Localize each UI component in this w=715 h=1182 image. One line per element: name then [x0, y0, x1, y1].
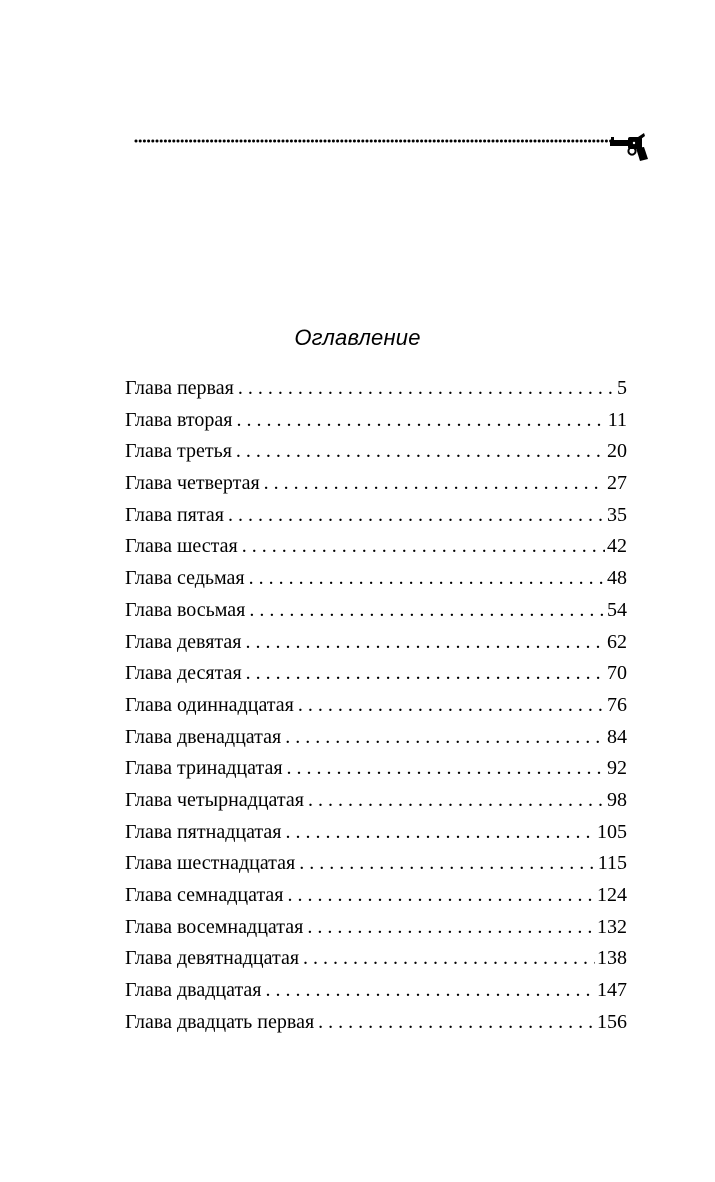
page-number: 11: [607, 408, 627, 431]
dot-leader: [298, 694, 605, 717]
dot-leader: [308, 789, 605, 812]
toc-entry: [125, 884, 627, 916]
chapter-title: Глава седьмая: [125, 567, 245, 590]
page-number: 98: [607, 788, 627, 811]
dot-leader: [288, 884, 595, 907]
chapter-title: Глава двадцать первая: [125, 1010, 315, 1033]
page-number: 124: [597, 884, 627, 906]
dot-leader: [286, 821, 596, 844]
toc-entry: [125, 599, 627, 631]
dotted-line: [135, 140, 613, 143]
table-of-contents: [125, 377, 627, 1042]
toc-entry: [125, 504, 627, 536]
dot-leader: [318, 1011, 595, 1034]
dot-leader: [246, 662, 605, 685]
dot-leader: [264, 472, 605, 495]
toc-entry: [125, 789, 627, 821]
toc-entry: [125, 567, 627, 599]
dot-leader: [249, 567, 605, 590]
dot-leader: [238, 377, 615, 400]
ornament-graphic: [118, 128, 658, 168]
dot-leader: [307, 916, 595, 939]
toc-entry: [125, 852, 627, 884]
dot-leader: [287, 757, 605, 780]
revolver-icon: [610, 133, 648, 161]
page-number: 115: [597, 852, 627, 875]
dot-leader: [303, 947, 595, 970]
toc-entry: [125, 757, 627, 789]
page-number: 35: [607, 503, 627, 526]
toc-entry: [125, 472, 627, 504]
chapter-title: Глава двенадцатая: [125, 725, 282, 748]
page-number: 105: [597, 820, 627, 843]
dot-leader: [242, 535, 605, 558]
chapter-title: Глава пятнадцатая: [125, 820, 282, 843]
chapter-title: Глава шестая: [125, 535, 238, 558]
chapter-title: Глава девятнадцатая: [125, 947, 300, 970]
dot-leader: [245, 631, 605, 654]
page-number: 138: [597, 947, 627, 970]
toc-entry: [125, 821, 627, 853]
page-number: 92: [607, 757, 627, 780]
dot-leader: [249, 599, 605, 622]
toc-entry: [125, 377, 627, 409]
dot-leader: [236, 409, 605, 432]
chapter-title: Глава девятая: [125, 630, 242, 653]
page-number: 54: [607, 598, 627, 621]
chapter-title: Глава семнадцатая: [125, 884, 284, 906]
chapter-title: Глава пятая: [125, 503, 224, 526]
dot-leader: [299, 852, 595, 875]
chapter-title: Глава вторая: [125, 408, 233, 431]
toc-entry: [125, 409, 627, 441]
chapter-title: Глава двадцатая: [125, 979, 262, 1002]
page-number: 147: [597, 979, 627, 1002]
page-number: 27: [607, 472, 627, 495]
toc-entry: [125, 916, 627, 948]
toc-entry: [125, 1011, 627, 1043]
page-number: 5: [617, 377, 627, 399]
chapter-title: Глава четвертая: [125, 472, 260, 495]
dot-leader: [285, 726, 605, 749]
dotted-line-ornament: [118, 128, 658, 168]
toc-entry: [125, 440, 627, 472]
dot-leader: [228, 504, 605, 527]
page-number: 156: [597, 1010, 627, 1033]
toc-entry: [125, 947, 627, 979]
chapter-title: Глава восьмая: [125, 598, 246, 621]
toc-entry: [125, 631, 627, 663]
page-number: 84: [607, 725, 627, 748]
page-number: 20: [607, 440, 627, 463]
toc-entry: [125, 535, 627, 567]
chapter-title: Глава тринадцатая: [125, 757, 283, 780]
page-number: 48: [607, 567, 627, 590]
chapter-title: Глава шестнадцатая: [125, 852, 296, 875]
page-number: 76: [607, 693, 627, 716]
chapter-title: Глава третья: [125, 440, 232, 463]
dot-leader: [266, 979, 595, 1002]
toc-title: Оглавление: [294, 325, 421, 350]
page-number: 62: [607, 630, 627, 653]
chapter-title: Глава восемнадцатая: [125, 915, 304, 938]
dot-leader: [236, 440, 605, 463]
toc-entry: [125, 662, 627, 694]
toc-entry: [125, 694, 627, 726]
page-number: 132: [597, 915, 627, 938]
page-number: 42: [607, 535, 627, 558]
toc-entry: [125, 726, 627, 758]
chapter-title: Глава первая: [125, 377, 234, 399]
toc-entry: [125, 979, 627, 1011]
chapter-title: Глава четырнадцатая: [125, 788, 304, 811]
chapter-title: Глава одиннадцатая: [125, 693, 294, 716]
chapter-title: Глава десятая: [125, 662, 242, 685]
page-number: 70: [607, 662, 627, 685]
